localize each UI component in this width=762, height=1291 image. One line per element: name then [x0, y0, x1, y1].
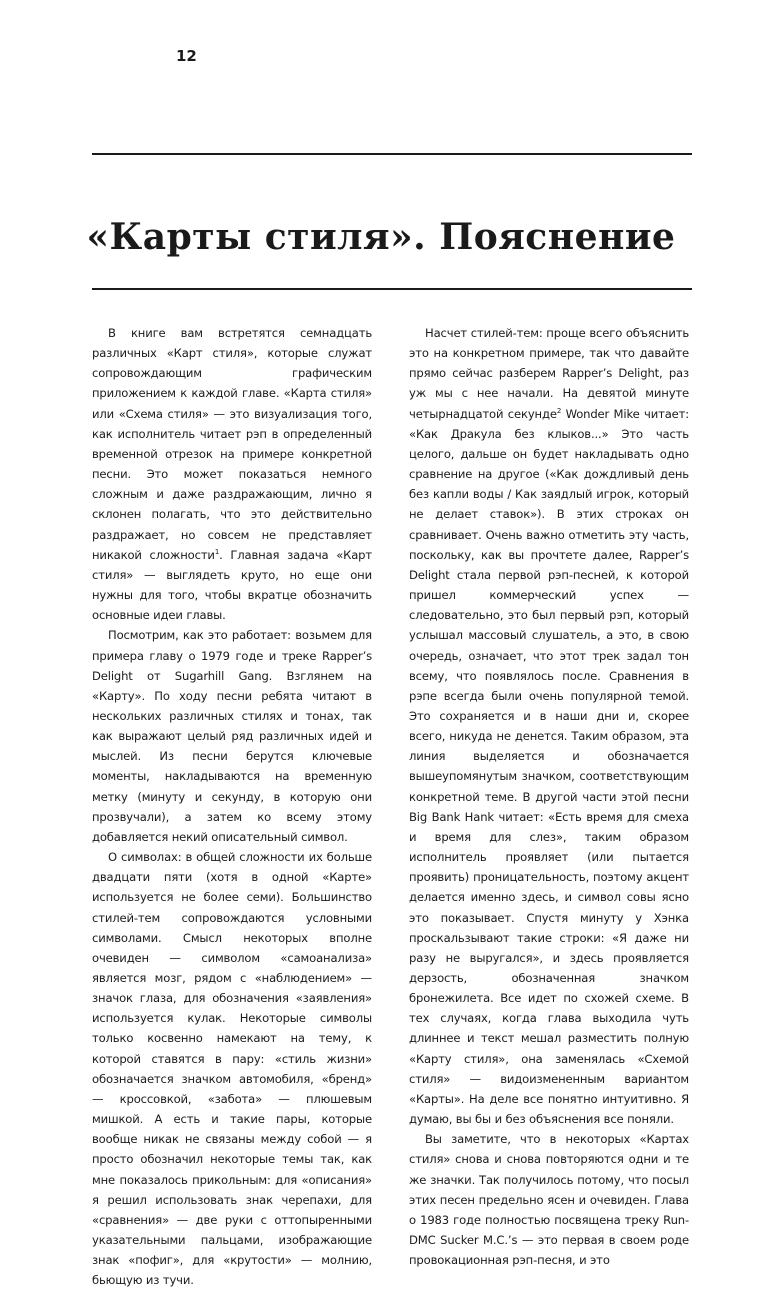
top-divider	[92, 153, 692, 155]
paragraph: В книге вам встретятся семнадцать различных «Карт стиля», которые служат сопровождающим графическим приложением к каждой главе. «Карта стиля» или «Схема стиля» — это визуализация того, как исполнитель читает рэп в определенный временной отрезок на примере конкретной песни. Это может показаться немного сложным и даже раздражающим, лично я склонен полагать, что это действительно раздражает, но совсем не представляет никакой сложности$^1$. Главная задача «Карт стиля» — выглядеть круто, но еще они нужны для того, чтобы вкратце обозначить основные идеи главы.	[92, 326, 372, 623]
right-column	[409, 323, 689, 1270]
paragraph: Вы заметите, что в некоторых «Картах стиля» снова и снова повторяются одни и те же значки. Так получилось потому, что посыл этих песен предельно ясен и очевиден. Глава о 1983 годе полностью посвящена треку Run-DMC Sucker M.C.’s — это первая в своем роде провокационная рэп-песня, и это	[409, 1132, 689, 1268]
footnote-ref[interactable]: 1	[214, 547, 220, 556]
footnote-ref[interactable]: 2	[556, 406, 562, 415]
paragraph: Посмотрим, как это работает: возьмем для примера главу о 1979 годе и треке Rapper’s Delight от Sugarhill Gang. Взглянем на «Карту». По ходу песни ребята читают в нескольких различных стилях и тонах, так как выражают целый ряд различных идей и мыслей. Из песни берутся ключевые моменты, накладываются на временную метку (минуту и секунду, в которую они прозвучали), а затем ко всему этому добавляется некий описательный символ.	[92, 628, 372, 844]
bottom-divider	[92, 288, 692, 290]
paragraph: Насчет стилей-тем: проще всего объяснить это на конкретном примере, так что давайте прямо сейчас разберем Rapper’s Delight, раз уж мы с нее начали. На девятой минуте четырнадцатой секунде$^2$ Wonder Mike читает: «Как Дракула без клыков...» Это часть целого, дальше он будет накладывать одно сравнение на другое («Как дождливый день без капли воды / Как заядлый игрок, который не делает ставок»). В этих строках он сравнивает. Очень важно отметить эту часть, поскольку, как вы прочтете далее, Rapper’s Delight стала первой рэп-песней, к которой пришел коммерческий успех — следовательно, это был первый рэп, который услышал массовый слушатель, а это, в свою очередь, означает, что этот трек задал тон всему, что появлялось после. Сравнения в рэпе всегда были очень популярной темой. Это сохраняется и в наши дни и, скорее всего, никуда не денется. Таким образом, эта линия выделяется и обозначается вышеупомянутым значком, соответствующим конкретной теме. В другой части этой песни Big Bank Hank читает: «Есть время для смеха и время для слез», таким образом исполнитель проявляет (или пытается проявить) проницательность, поэтому акцент делается именно здесь, и символ совы ясно это показывает. Спустя минуту у Хэнка проскальзывают такие строки: «Я даже ни разу не выругался», и здесь проявляется дерзость, обозначенная значком бронежилета. Все идет по схожей схеме. В тех случаях, когда глава выходила чуть длиннее и текст мешал разместить полную «Карту стиля», она заменялась «Схемой стиля» — видоизмененным вариантом «Карты». На деле все понятно интуитивно. Я думаю, вы бы и без объяснения все поняли.	[409, 326, 690, 1127]
paragraph: О символах: в общей сложности их больше двадцати пяти (хотя в одной «Карте» используется не более семи). Большинство стилей-тем сопровождаются условными символами. Смысл некоторых вполне очевиден — символом «самоанализа» является мозг, рядом с «наблюдением» — значок глаза, для обозначения «заявления» используется кулак. Некоторые символы только косвенно намекают на тему, к которой ставятся в пару: «стиль жизни» обозначается значком автомобиля, «бренд» — кроссовкой, «забота» — плюшевым мишкой. А есть и такие пары, которые вообще никак не связаны между собой — я просто обозначил некоторые темы так, как мне показалось прикольным: для «описания» я решил использовать знак черепахи, для «сравнения» — две руки с оттопыренными указательными пальцами, изображающие знак «пофиг», для «крутости» — молнию, бьющую из тучи.	[92, 850, 372, 1288]
left-column	[92, 323, 372, 1291]
page-number: 12	[176, 47, 197, 65]
chapter-title: «Карты стиля». Пояснение	[86, 216, 676, 259]
